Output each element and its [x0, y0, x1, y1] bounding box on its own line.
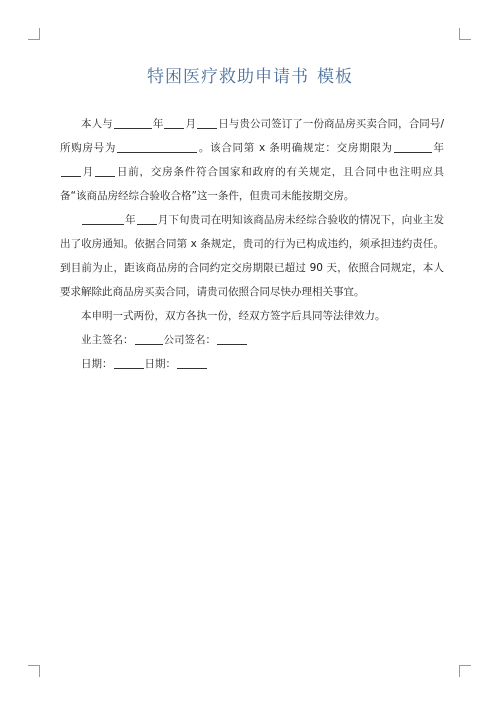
- document-body: [60, 112, 444, 376]
- paragraph-validity: 本申明一式两份，双方各执一份，经双方签字后具同等法律效力。: [81, 310, 386, 322]
- p1-text-f: 年: [432, 142, 445, 154]
- blank-field: [394, 139, 432, 153]
- blank-field: [95, 163, 115, 177]
- blank-field: [197, 115, 217, 129]
- blank-field: [82, 211, 124, 225]
- p1-text-b: 年: [152, 118, 164, 130]
- date-line: [60, 352, 444, 376]
- p1-text-c: 月: [185, 118, 197, 130]
- p2-text-a: 年: [125, 214, 136, 226]
- crop-mark-bottom-left: [28, 665, 40, 677]
- blank-field: [137, 211, 157, 225]
- paragraph-notice: [60, 208, 444, 304]
- title-main: 特困医疗救助申请书: [147, 67, 309, 87]
- p1-text-g: 月: [82, 166, 95, 178]
- date-blank-2: [177, 355, 207, 369]
- p1-text-h: 日前，交房条件符合国家和政府的有关规定，且合同中也注明应具备“该商品房经综合验收合格”这一条件，但贵司未能按期交房。: [60, 166, 445, 202]
- p2-text-b: 月下旬贵司在明知该商品房未经综合验收的情况下，向业主发出了收房通知。依据合同第 x 条规定，贵司的行为已构成违约，须承担违约责任。到目前为止，距该商品房的合同约定交房期限已超过 90 天，依照合同规定，本人要求解除此商品房买卖合同，请贵司依照合同尽快办理相关事宜。: [60, 214, 445, 298]
- crop-mark-top-right: [459, 28, 471, 40]
- company-signature-label: 公司签名：: [163, 334, 216, 346]
- paragraph-contract: [60, 112, 444, 208]
- owner-signature-label: 业主签名：: [81, 334, 134, 346]
- signature-line: [60, 328, 444, 352]
- company-signature-blank: [217, 331, 247, 345]
- date-blank-1: [114, 355, 144, 369]
- blank-field: [61, 163, 81, 177]
- title-suffix: 模板: [317, 67, 353, 87]
- crop-mark-top-left: [28, 28, 40, 40]
- p1-text-a: 本人与: [81, 118, 113, 130]
- p1-text-e: 。该合同第 x 条明确规定：交房期限为: [198, 142, 393, 154]
- date-label-1: 日期：: [81, 358, 113, 370]
- blank-field: [114, 115, 152, 129]
- owner-signature-blank: [135, 331, 163, 345]
- crop-mark-bottom-right: [459, 665, 471, 677]
- date-label-2: 日期：: [144, 358, 176, 370]
- blank-field: [117, 139, 197, 153]
- p1-text-d: 日与贵公司签订了一份商品房买卖合同，合同号/所购房号为: [60, 118, 445, 154]
- blank-field: [164, 115, 184, 129]
- document-title: [0, 62, 500, 87]
